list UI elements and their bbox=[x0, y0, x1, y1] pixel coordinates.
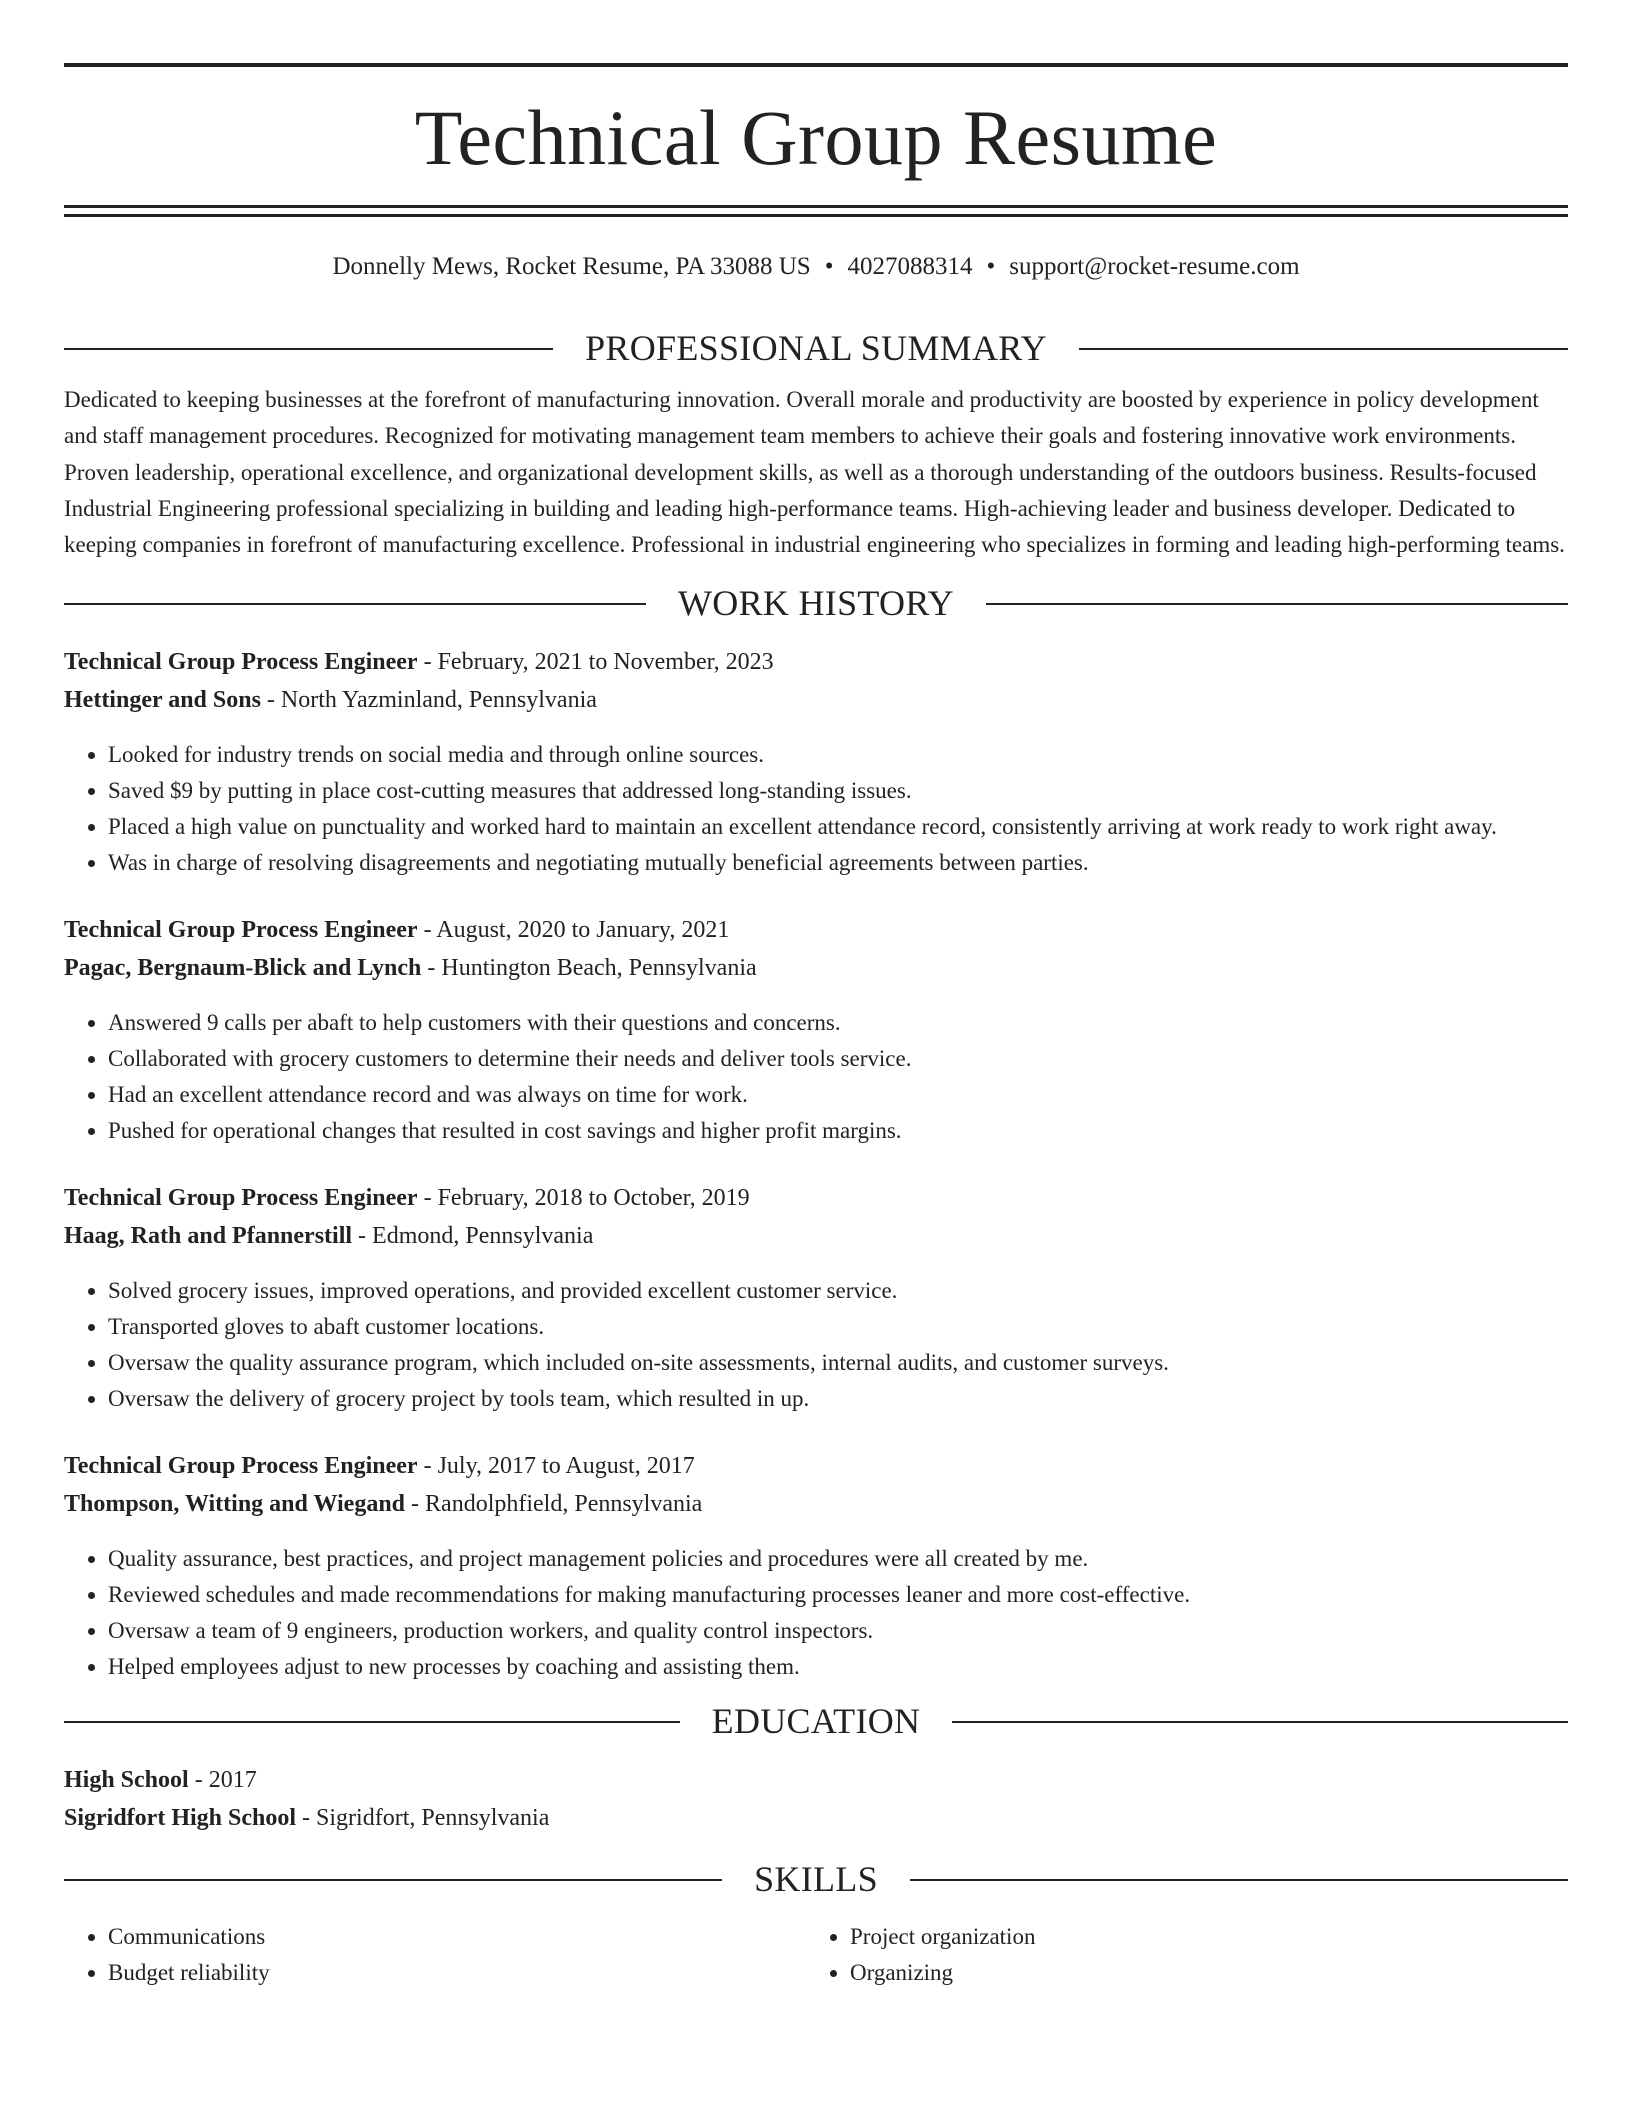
job-company: Thompson, Witting and Wiegand bbox=[64, 1491, 406, 1518]
skills-column-left bbox=[64, 1919, 806, 1991]
job-title: Technical Group Process Engineer bbox=[64, 917, 418, 944]
section-heading-summary bbox=[64, 328, 1568, 368]
contact-line bbox=[64, 252, 1568, 282]
education-school-line: Sigridfort High School - Sigridfort, Pennsylvania bbox=[64, 1805, 550, 1832]
skill-item: • Communications bbox=[108, 1919, 806, 1955]
list-item: • Was in charge of resolving disagreements and negotiating mutually beneficial agreements between parties. bbox=[108, 845, 1568, 881]
list-item: • Looked for industry trends on social media and through online sources. bbox=[108, 737, 1568, 773]
skills-grid bbox=[64, 1919, 1568, 1991]
job-company-line: Haag, Rath and Pfannerstill - Edmond, Pennsylvania bbox=[64, 1223, 594, 1250]
section-title: EDUCATION bbox=[680, 1701, 953, 1741]
job-location: Edmond, Pennsylvania bbox=[372, 1223, 594, 1250]
job-company: Pagac, Bergnaum-Blick and Lynch bbox=[64, 955, 422, 982]
education-degree-line: High School - 2017 bbox=[64, 1767, 257, 1794]
job-entry bbox=[64, 1451, 1568, 1685]
job-dates: February, 2018 to October, 2019 bbox=[437, 1185, 750, 1212]
education-school: Sigridfort High School bbox=[64, 1805, 297, 1832]
job-location: Randolphfield, Pennsylvania bbox=[425, 1491, 703, 1518]
job-bullets bbox=[64, 1273, 1568, 1417]
job-entry bbox=[64, 647, 1568, 881]
job-bullets bbox=[64, 1541, 1568, 1685]
section-title: SKILLS bbox=[722, 1859, 910, 1899]
job-dates: February, 2021 to November, 2023 bbox=[437, 649, 774, 676]
list-item: • Transported gloves to abaft customer locations. bbox=[108, 1309, 1568, 1345]
list-item: • Answered 9 calls per abaft to help customers with their questions and concerns. bbox=[108, 1005, 1568, 1041]
job-dates: July, 2017 to August, 2017 bbox=[437, 1453, 695, 1480]
job-company-line: Hettinger and Sons - North Yazminland, Pennsylvania bbox=[64, 687, 597, 714]
education-degree: High School bbox=[64, 1767, 189, 1794]
job-entry bbox=[64, 915, 1568, 1149]
section-heading-skills bbox=[64, 1859, 1568, 1899]
job-title: Technical Group Process Engineer bbox=[64, 1453, 418, 1480]
summary-paragraph: Dedicated to keeping businesses at the forefront of manufacturing innovation. Overall morale and productivity are boosted by experience in policy development and staff management procedures. Recognized for motivating management team members to achieve their goals and fostering innovative work environments. Proven leadership, operational excellence, and organizational development skills, as well as a thorough understanding of the outdoors business. Results-focused Industrial Engineering professional specializing in building and leading high-performance teams. High-achieving leader and business developer. Dedicated to keeping companies in forefront of manufacturing excellence. Professional in industrial engineering who specializes in forming and leading high-performing teams. bbox=[64, 387, 1565, 558]
list-item: • Had an excellent attendance record and was always on time for work. bbox=[108, 1077, 1568, 1113]
job-location: North Yazminland, Pennsylvania bbox=[280, 687, 597, 714]
job-title: Technical Group Process Engineer bbox=[64, 1185, 418, 1212]
section-title: WORK HISTORY bbox=[646, 583, 986, 623]
list-item: • Oversaw the delivery of grocery project by tools team, which resulted in up. bbox=[108, 1381, 1568, 1417]
job-title-line: Technical Group Process Engineer - July, 2017 to August, 2017 bbox=[64, 1453, 695, 1480]
section-heading-education bbox=[64, 1701, 1568, 1741]
skill-item: • Organizing bbox=[850, 1955, 1548, 1991]
section-title: PROFESSIONAL SUMMARY bbox=[553, 328, 1079, 368]
contact-email[interactable]: support@rocket-resume.com bbox=[1009, 253, 1300, 280]
job-bullets bbox=[64, 737, 1568, 881]
job-dates: August, 2020 to January, 2021 bbox=[436, 917, 730, 944]
education-year: 2017 bbox=[208, 1767, 257, 1794]
list-item: • Solved grocery issues, improved operations, and provided excellent customer service. bbox=[108, 1273, 1568, 1309]
skills-list bbox=[806, 1919, 1548, 1991]
job-title-line: Technical Group Process Engineer - February, 2021 to November, 2023 bbox=[64, 649, 774, 676]
skills-column-right bbox=[806, 1919, 1548, 1991]
resume-page bbox=[64, 0, 1568, 1991]
job-company: Hettinger and Sons bbox=[64, 687, 261, 714]
skill-item: • Budget reliability bbox=[108, 1955, 806, 1991]
skills-list bbox=[64, 1919, 806, 1991]
contact-address: Donnelly Mews, Rocket Resume, PA 33088 US bbox=[332, 253, 811, 280]
list-item: • Collaborated with grocery customers to determine their needs and deliver tools service. bbox=[108, 1041, 1568, 1077]
list-item: • Saved $9 by putting in place cost-cutting measures that addressed long-standing issues. bbox=[108, 773, 1568, 809]
job-location: Huntington Beach, Pennsylvania bbox=[441, 955, 757, 982]
education-entry bbox=[64, 1765, 1568, 1841]
job-company-line: Thompson, Witting and Wiegand - Randolphfield, Pennsylvania bbox=[64, 1491, 703, 1518]
job-company: Haag, Rath and Pfannerstill bbox=[64, 1223, 353, 1250]
list-item: • Oversaw the quality assurance program, which included on-site assessments, internal audits, and customer surveys. bbox=[108, 1345, 1568, 1381]
contact-phone: 4027088314 bbox=[847, 253, 973, 280]
list-item: • Reviewed schedules and made recommendations for making manufacturing processes leaner and more cost-effective. bbox=[108, 1577, 1568, 1613]
job-title-line: Technical Group Process Engineer - August, 2020 to January, 2021 bbox=[64, 917, 730, 944]
education-location: Sigridfort, Pennsylvania bbox=[316, 1805, 550, 1832]
job-title-line: Technical Group Process Engineer - February, 2018 to October, 2019 bbox=[64, 1185, 750, 1212]
list-item: • Oversaw a team of 9 engineers, production workers, and quality control inspectors. bbox=[108, 1613, 1568, 1649]
list-item: • Placed a high value on punctuality and worked hard to maintain an excellent attendance record, consistently arriving at work ready to work right away. bbox=[108, 809, 1568, 845]
page-title: Technical Group Resume bbox=[414, 94, 1218, 181]
header-double-rule bbox=[64, 205, 1568, 217]
contact-separator: • bbox=[824, 253, 834, 280]
list-item: • Pushed for operational changes that resulted in cost savings and higher profit margins. bbox=[108, 1113, 1568, 1149]
job-title: Technical Group Process Engineer bbox=[64, 649, 418, 676]
skill-item: • Project organization bbox=[850, 1919, 1548, 1955]
list-item: • Quality assurance, best practices, and project management policies and procedures were all created by me. bbox=[108, 1541, 1568, 1577]
section-heading-work-history bbox=[64, 583, 1568, 623]
job-company-line: Pagac, Bergnaum-Blick and Lynch - Huntington Beach, Pennsylvania bbox=[64, 955, 757, 982]
job-entry bbox=[64, 1183, 1568, 1417]
contact-separator: • bbox=[986, 253, 996, 280]
job-bullets bbox=[64, 1005, 1568, 1149]
list-item: • Helped employees adjust to new processes by coaching and assisting them. bbox=[108, 1649, 1568, 1685]
